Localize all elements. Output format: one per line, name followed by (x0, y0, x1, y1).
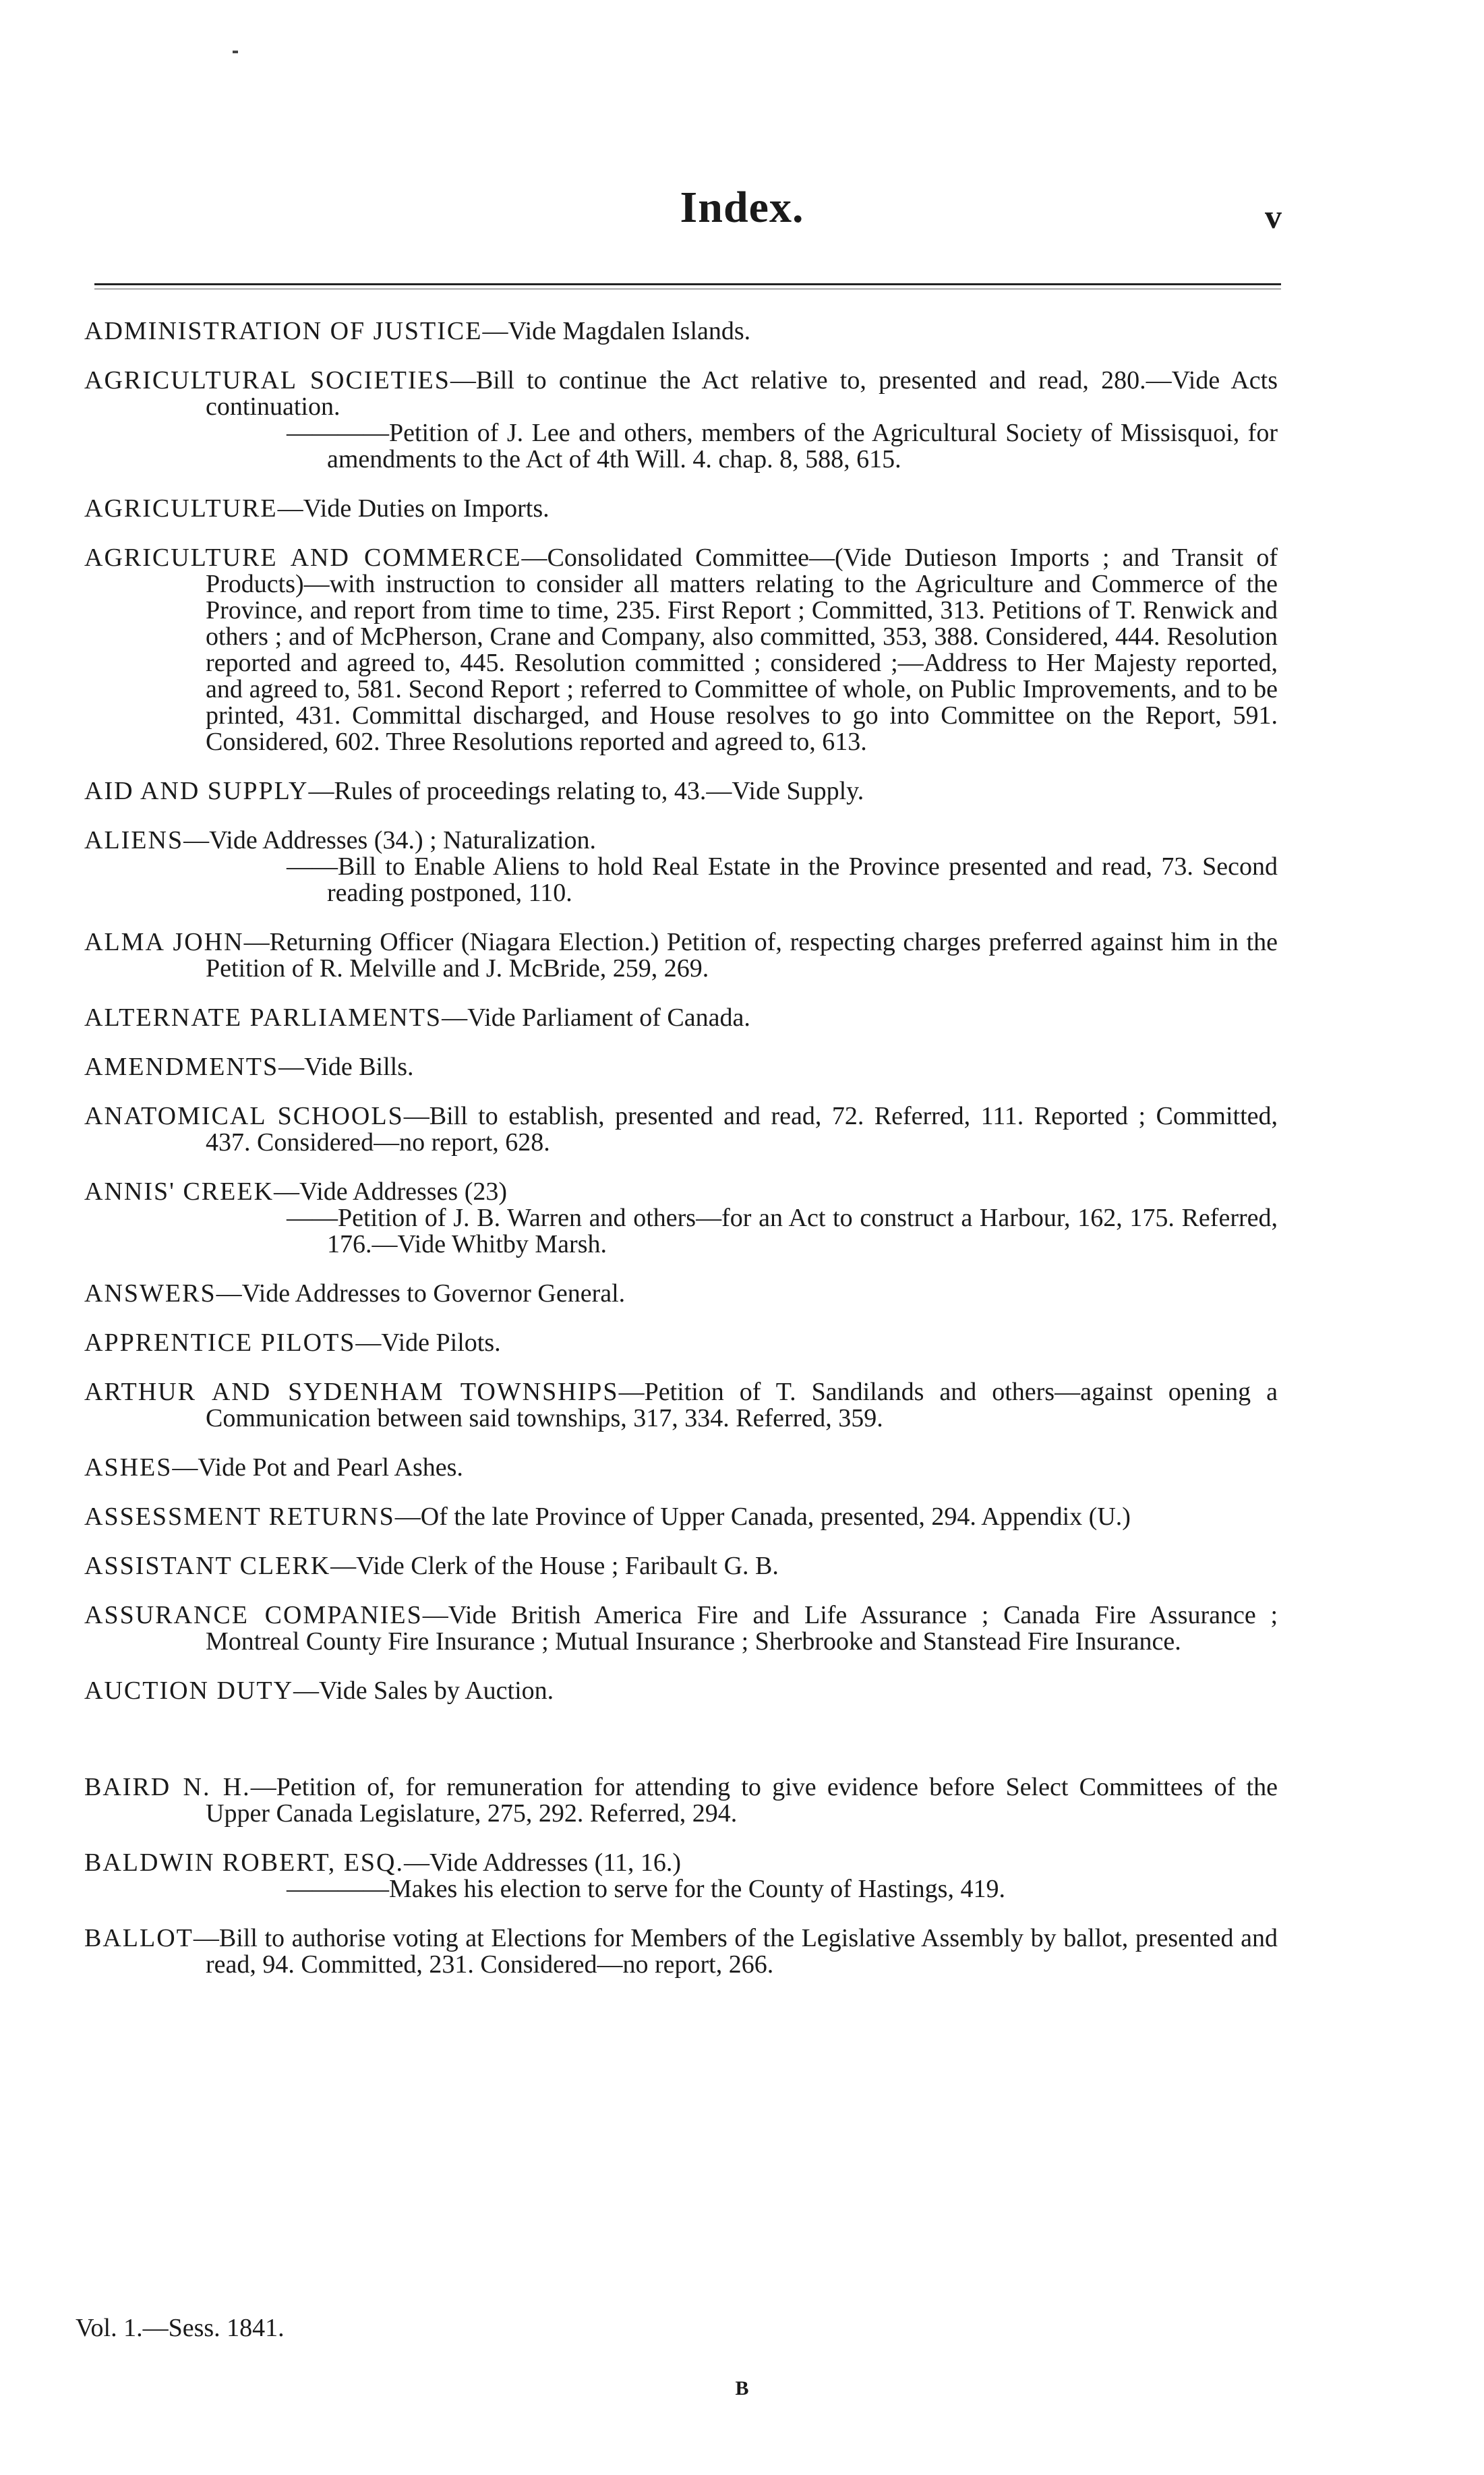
index-entry (84, 368, 1278, 473)
entry-heading: ASHES (84, 1453, 173, 1482)
index-entry (84, 1054, 1278, 1080)
entry-heading: ADMINISTRATION OF JUSTICE (84, 317, 483, 345)
entry-text: —Petition of, for remuneration for attending to give evidence before Select Committees of the Upper Canada Legislature, 275, 292. Referred, 294. (206, 1773, 1278, 1828)
entry-subentry: ——Bill to Enable Aliens to hold Real Estate in the Province presented and read, 73. Second reading postponed, 110. (287, 852, 1278, 907)
entry-heading: AID AND SUPPLY (84, 777, 309, 805)
index-entry (84, 1774, 1278, 1827)
entry-text: —Vide Addresses (23) (274, 1177, 508, 1206)
index-entry (84, 1005, 1278, 1031)
entry-subentry: ————Makes his election to serve for the County of Hastings, 419. (287, 1875, 1005, 1903)
entry-heading: ANSWERS (84, 1279, 216, 1308)
header-rule (94, 283, 1281, 285)
entry-heading: ANNIS' CREEK (84, 1177, 274, 1206)
index-section-a (84, 318, 1278, 1704)
page-title: Index. (680, 183, 804, 232)
index-entry (84, 1103, 1278, 1156)
index-entry (84, 1850, 1278, 1902)
entry-subentry: ————Petition of J. Lee and others, members of the Agricultural Society of Missisquoi, for amendments to the Act of 4th Will. 4. chap. 8, 588, 615. (287, 419, 1278, 473)
entry-text: —Vide Pot and Pearl Ashes. (172, 1453, 463, 1482)
entry-text: —Vide Parliament of Canada. (442, 1003, 750, 1032)
entry-text: —Bill to continue the Act relative to, presented and read, 280.—Vide Acts continuation. (206, 366, 1278, 421)
entry-text: —Vide Sales by Auction. (293, 1677, 554, 1705)
entry-text: —Vide Magdalen Islands. (482, 317, 751, 345)
entry-text: —Vide Addresses (34.) ; Naturalization. (183, 826, 597, 854)
print-speck (233, 51, 238, 53)
index-entry (84, 1602, 1278, 1655)
entry-heading: BALDWIN ROBERT, ESQ. (84, 1848, 404, 1877)
entry-heading: BALLOT (84, 1924, 194, 1952)
entry-text: —Bill to authorise voting at Elections for Members of the Legislative Assembly by ballot, presented and read, 94. Committed, 231. Considered—no report, 266. (193, 1924, 1278, 1979)
entry-heading: AGRICULTURE AND COMMERCE (84, 544, 522, 572)
entry-text: —Consolidated Committee—(Vide Dutieson Imports ; and Transit of Products)—with instruction to consider all matters relating to the Agriculture and Commerce of the Province, and report from time to time, 235. First Report ; Committed, 313. Petitions of T. Renwick and others ; and of McPherson, Crane and Company, also committed, 353, 388. Considered, 444. Resolution reported and agreed to, 445. Resolution committed ; considered ;—Address to Her Majesty reported, and agreed to, 581. Second Report ; referred to Committee of whole, on Public Improvements, and to be printed, 431. Committal discharged, and House resolves to go into Committee on the Report, 591. Considered, 602. Three Resolutions reported and agreed to, 613. (206, 544, 1278, 756)
entry-text: —Vide Pilots. (355, 1329, 501, 1357)
index-entry (84, 1179, 1278, 1258)
index-entry (84, 496, 1278, 522)
entry-text: —Vide Duties on Imports. (277, 494, 550, 523)
entry-heading: AUCTION DUTY (84, 1677, 294, 1705)
index-section-b (84, 1774, 1278, 1978)
entry-heading: BAIRD N. H. (84, 1773, 251, 1801)
index-entry (84, 778, 1278, 805)
index-entry (84, 545, 1278, 755)
entry-text: —Vide Clerk of the House ; Faribault G. B. (330, 1552, 779, 1580)
index-entry (84, 1678, 1278, 1704)
entry-text: —Rules of proceedings relating to, 43.—Vide Supply. (308, 777, 864, 805)
entry-heading: ALTERNATE PARLIAMENTS (84, 1003, 442, 1032)
index-entry (84, 929, 1278, 982)
entry-text: —Vide Bills. (278, 1053, 414, 1081)
entry-text: —Petition of T. Sandilands and others—against opening a Communication between said townships, 317, 334. Referred, 359. (206, 1378, 1278, 1432)
entry-heading: ASSESSMENT RETURNS (84, 1503, 395, 1531)
signature-mark: B (735, 2377, 749, 2399)
entry-heading: AGRICULTURAL SOCIETIES (84, 366, 450, 395)
entry-heading: ARTHUR AND SYDENHAM TOWNSHIPS (84, 1378, 619, 1406)
index-entry (84, 1379, 1278, 1432)
entry-subentry: ——Petition of J. B. Warren and others—for an Act to construct a Harbour, 162, 175. Referred, 176.—Vide Whitby Marsh. (287, 1204, 1278, 1258)
entry-heading: ANATOMICAL SCHOOLS (84, 1102, 404, 1130)
index-entry (84, 1504, 1278, 1530)
index-entry (84, 318, 1278, 345)
page-number: v (1265, 198, 1282, 235)
entry-text: —Vide Addresses (11, 16.) (404, 1848, 682, 1877)
entry-heading: ASSURANCE COMPANIES (84, 1601, 423, 1629)
entry-heading: ALMA JOHN (84, 928, 244, 956)
entry-heading: AGRICULTURE (84, 494, 278, 523)
entry-text: —Bill to establish, presented and read, 72. Referred, 111. Reported ; Committed, 437. Considered—no report, 628. (206, 1102, 1278, 1157)
entry-text: —Returning Officer (Niagara Election.) Petition of, respecting charges preferred against him in the Petition of R. Melville and J. McBride, 259, 269. (206, 928, 1278, 983)
entry-heading: AMENDMENTS (84, 1053, 279, 1081)
index-entry (84, 1925, 1278, 1978)
entry-heading: APPRENTICE PILOTS (84, 1329, 356, 1357)
index-entry (84, 1281, 1278, 1307)
entry-text: —Vide British America Fire and Life Assurance ; Canada Fire Assurance ; Montreal County Fire Insurance ; Mutual Insurance ; Sherbrooke and Stanstead Fire Insurance. (206, 1601, 1278, 1656)
entry-heading: ASSISTANT CLERK (84, 1552, 331, 1580)
section-gap (84, 1727, 1278, 1774)
index-entry (84, 1455, 1278, 1481)
index-entries (84, 318, 1278, 2001)
index-entry (84, 827, 1278, 906)
page-header (0, 182, 1484, 243)
index-entry (84, 1553, 1278, 1579)
index-entry (84, 1330, 1278, 1356)
entry-heading: ALIENS (84, 826, 184, 854)
volume-session-line: Vol. 1.—Sess. 1841. (76, 2314, 285, 2342)
entry-text: —Vide Addresses to Governor General. (216, 1279, 626, 1308)
entry-text: —Of the late Province of Upper Canada, presented, 294. Appendix (U.) (394, 1503, 1131, 1531)
